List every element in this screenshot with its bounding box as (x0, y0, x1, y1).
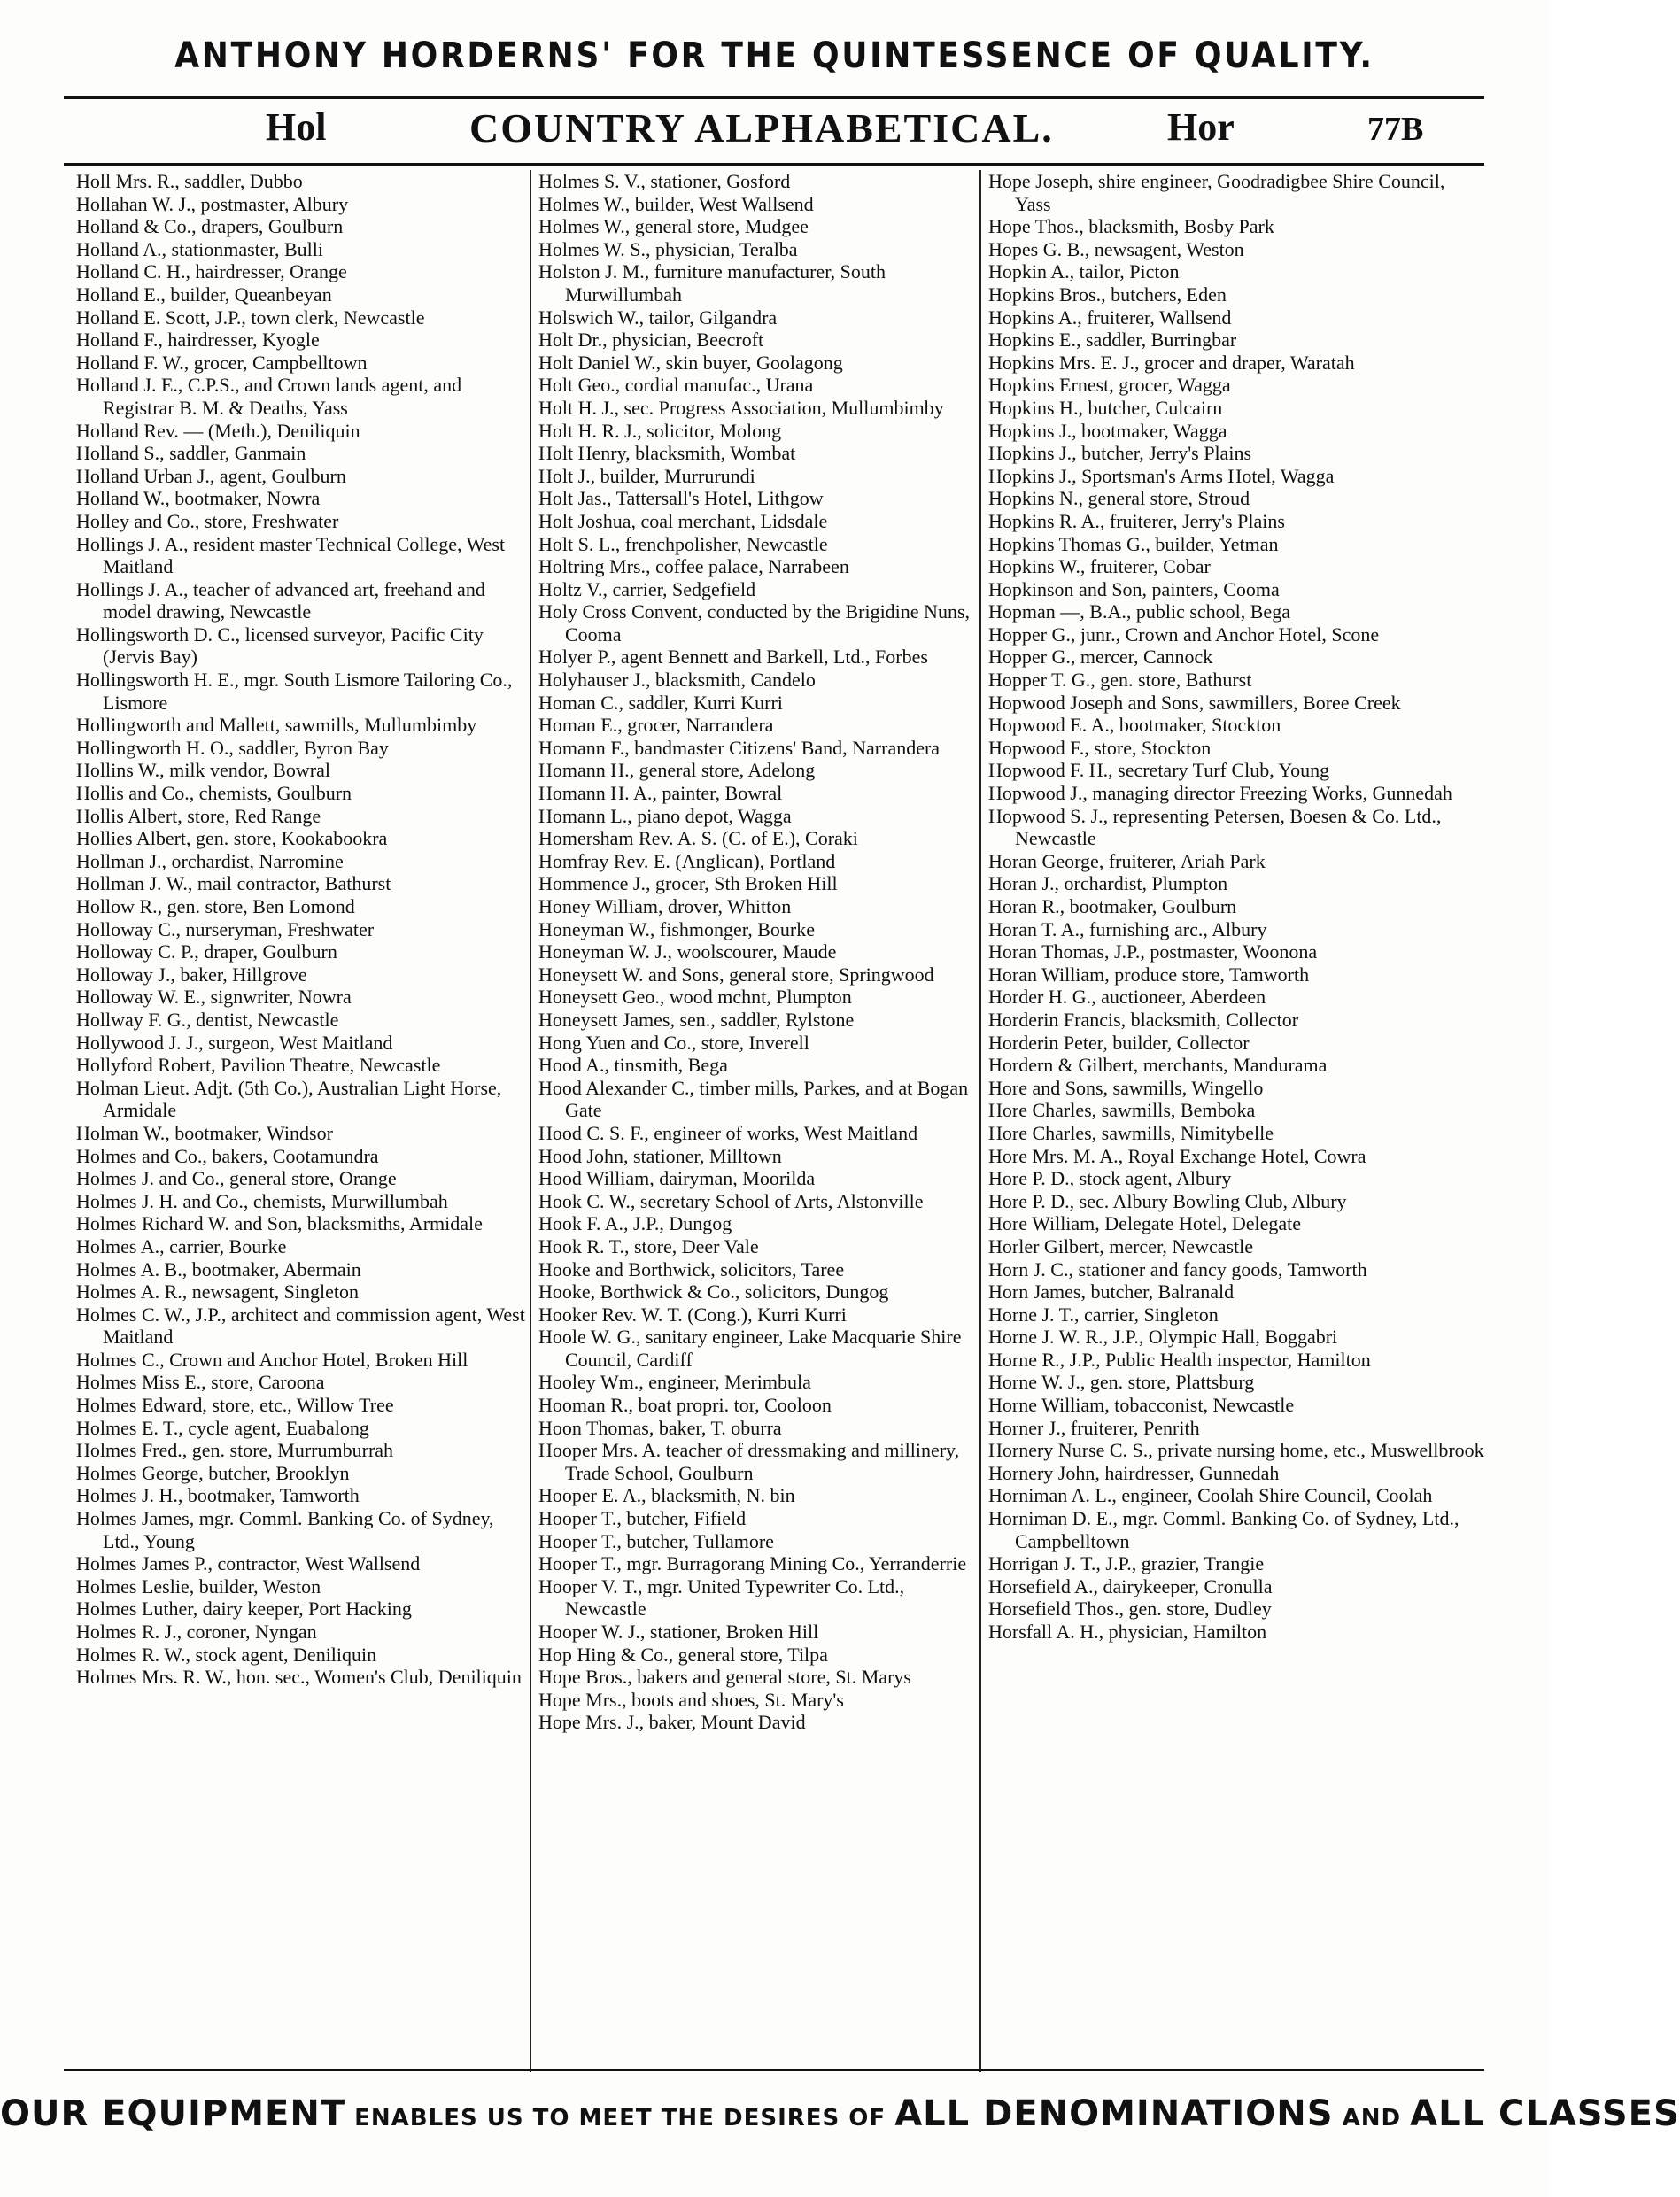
directory-entry: Holy Cross Convent, conducted by the Brigidine Nuns, Cooma (538, 600, 971, 646)
directory-entry: Hopwood S. J., representing Petersen, Boesen & Co. Ltd., Newcastle (988, 804, 1442, 850)
header-section-title: COUNTRY ALPHABETICAL. (469, 105, 1054, 151)
directory-entry: Hore and Sons, sawmills, Wingello (988, 1076, 1264, 1099)
directory-entry: Hollman J., orchardist, Narromine (76, 849, 344, 872)
directory-entry: Hong Yuen and Co., store, Inverell (538, 1031, 809, 1054)
top-rule (64, 96, 1484, 99)
directory-entry: Holland A., stationmaster, Bulli (76, 237, 323, 260)
directory-entry: Hollman J. W., mail contractor, Bathurst (76, 872, 391, 895)
directory-entry: Holland W., bootmaker, Nowra (76, 487, 321, 510)
directory-entry: Hoon Thomas, baker, T. oburra (538, 1416, 782, 1439)
directory-entry: Holmes A. R., newsagent, Singleton (76, 1280, 359, 1304)
directory-entry: Hollingsworth D. C., licensed surveyor, Pacific City (Jervis Bay) (76, 623, 484, 669)
directory-entry: Holland S., saddler, Ganmain (76, 442, 306, 465)
directory-entry: Hopkins A., fruiterer, Wallsend (988, 306, 1232, 329)
directory-entry: Holt Henry, blacksmith, Wombat (538, 442, 796, 465)
directory-entry: Holland F., hairdresser, Kyogle (76, 329, 320, 352)
directory-entry: Holmes Fred., gen. store, Murrumburrah (76, 1439, 394, 1462)
directory-entry: Hore P. D., stock agent, Albury (988, 1167, 1232, 1190)
directory-entry: Horn James, butcher, Balranald (988, 1280, 1235, 1304)
directory-entry: Holmes C. W., J.P., architect and commission agent, West Maitland (76, 1303, 525, 1349)
directory-entry: Hopkins N., general store, Stroud (988, 487, 1250, 510)
directory-entry: Hollingsworth H. E., mgr. South Lismore Tailoring Co., Lismore (76, 669, 513, 714)
directory-entry: Holt Dr., physician, Beecroft (538, 329, 764, 352)
directory-entry: Horan J., orchardist, Plumpton (988, 872, 1228, 895)
directory-entry: Hope Thos., blacksmith, Bosby Park (988, 215, 1274, 238)
bottom-banner-part-1: OUR EQUIPMENT (0, 2093, 346, 2134)
directory-entry: Holt Geo., cordial manufac., Urana (538, 374, 814, 397)
directory-entry: Hooper Mrs. A. teacher of dressmaking and millinery, Trade School, Goulburn (538, 1439, 960, 1484)
directory-entry: Holland E. Scott, J.P., town clerk, Newcastle (76, 306, 425, 329)
directory-entry: Homersham Rev. A. S. (C. of E.), Coraki (538, 827, 858, 850)
directory-entry: Holmes R. W., stock agent, Deniliquin (76, 1643, 377, 1666)
directory-entry: Hop Hing & Co., general store, Tilpa (538, 1643, 828, 1666)
directory-entry: Holt H. R. J., solicitor, Molong (538, 419, 782, 442)
directory-entry: Hommence J., grocer, Sth Broken Hill (538, 872, 838, 895)
directory-entry: Hooke, Borthwick & Co., solicitors, Dungog (538, 1280, 889, 1304)
directory-entry: Hollings J. A., resident master Technical College, West Maitland (76, 532, 506, 578)
directory-entry: Holland F. W., grocer, Campbelltown (76, 351, 368, 374)
directory-entry: Holmes S. V., stationer, Gosford (538, 170, 791, 192)
directory-entry: Hopwood F., store, Stockton (988, 736, 1212, 759)
directory-entry: Hopwood J., managing director Freezing Works, Gunnedah (988, 782, 1452, 805)
directory-entry: Horne W. J., gen. store, Plattsburg (988, 1371, 1255, 1394)
directory-entry: Hooper V. T., mgr. United Typewriter Co. Ltd., Newcastle (538, 1574, 905, 1621)
directory-entry: Hollow R., gen. store, Ben Lomond (76, 895, 355, 917)
directory-entry: Homan C., saddler, Kurri Kurri (538, 691, 783, 714)
directory-entry: Hooper W. J., stationer, Broken Hill (538, 1621, 819, 1643)
directory-entry: Honeysett Geo., wood mchnt, Plumpton (538, 986, 852, 1009)
directory-entry: Hopwood E. A., bootmaker, Stockton (988, 714, 1281, 737)
directory-column-1 (76, 170, 528, 2072)
directory-entry: Homan E., grocer, Narrandera (538, 714, 774, 737)
directory-entry: Hornery Nurse C. S., private nursing home, etc., Muswellbrook (988, 1439, 1484, 1462)
directory-entry: Hope Joseph, shire engineer, Goodradigbee Shire Council, Yass (988, 170, 1445, 215)
directory-entry: Hollis Albert, store, Red Range (76, 804, 321, 827)
directory-entry: Horne J. T., carrier, Singleton (988, 1303, 1219, 1326)
directory-entry: Hood C. S. F., engineer of works, West Maitland (538, 1121, 918, 1144)
bottom-banner-part-3: ALL DENOMINATIONS (894, 2093, 1334, 2134)
directory-entry: Holland E., builder, Queanbeyan (76, 282, 332, 306)
directory-entry: Hopkins J., Sportsman's Arms Hotel, Wagga (988, 464, 1335, 487)
directory-entry: Holmes W., general store, Mudgee (538, 215, 809, 238)
directory-entry: Hooper T., butcher, Tullamore (538, 1529, 774, 1552)
directory-entry: Horniman D. E., mgr. Comml. Banking Co. of Sydney, Ltd., Campbelltown (988, 1507, 1459, 1552)
directory-entry: Holmes A. B., bootmaker, Abermain (76, 1257, 361, 1280)
directory-entry: Horan George, fruiterer, Ariah Park (988, 849, 1266, 872)
top-advert-banner: ANTHONY HORDERNS' FOR THE QUINTESSENCE OF QUALITY. (174, 35, 1374, 76)
directory-entry: Holman Lieut. Adjt. (5th Co.), Australian Light Horse, Armidale (76, 1076, 502, 1122)
directory-entry: Holt Joshua, coal merchant, Lidsdale (538, 509, 828, 532)
directory-entry: Horan William, produce store, Tamworth (988, 963, 1310, 986)
directory-entry: Holloway J., baker, Hillgrove (76, 963, 307, 986)
directory-entry: Horan Thomas, J.P., postmaster, Woonona (988, 940, 1318, 963)
directory-entry: Honeyman W. J., woolscourer, Maude (538, 940, 837, 963)
directory-entry: Holmes E. T., cycle agent, Euabalong (76, 1416, 369, 1439)
directory-entry: Hopkin A., tailor, Picton (988, 260, 1180, 283)
directory-entry: Horn J. C., stationer and fancy goods, Tamworth (988, 1257, 1367, 1280)
header-guide-word-right: Hor (1167, 105, 1235, 149)
directory-entry: Homann L., piano depot, Wagga (538, 804, 792, 827)
directory-entry: Holland Rev. — (Meth.), Deniliquin (76, 419, 360, 442)
directory-entry: Horsefield Thos., gen. store, Dudley (988, 1597, 1272, 1621)
directory-entry: Holmes Luther, dairy keeper, Port Hacking (76, 1597, 412, 1621)
bottom-banner-part-2: ENABLES US TO MEET THE DESIRES OF (345, 2105, 895, 2131)
bottom-banner-part-4: AND (1333, 2105, 1411, 2131)
directory-entry: Hood John, stationer, Milltown (538, 1144, 782, 1167)
directory-entry: Horder H. G., auctioneer, Aberdeen (988, 986, 1266, 1009)
directory-column-2 (530, 170, 988, 2072)
directory-entry: Homann H. A., painter, Bowral (538, 782, 783, 805)
directory-entry: Hollis and Co., chemists, Goulburn (76, 782, 352, 805)
directory-entry: Hore William, Delegate Hotel, Delegate (988, 1212, 1302, 1235)
directory-entry: Hopkins H., butcher, Culcairn (988, 396, 1223, 419)
directory-entry: Hooper T., butcher, Fifield (538, 1507, 747, 1530)
directory-entry: Hollings J. A., teacher of advanced art, freehand and model drawing, Newcastle (76, 577, 485, 623)
directory-entry: Horler Gilbert, mercer, Newcastle (988, 1234, 1254, 1257)
directory-entry: Holt H. J., sec. Progress Association, Mullumbimby (538, 396, 944, 419)
directory-entry: Holmes J. and Co., general store, Orange (76, 1167, 397, 1190)
directory-columns (64, 170, 1484, 2072)
directory-entry: Holmes W., builder, West Wallsend (538, 192, 814, 215)
directory-entry: Hood A., tinsmith, Bega (538, 1054, 728, 1077)
directory-entry: Hollahan W. J., postmaster, Albury (76, 192, 349, 215)
directory-entry: Horrigan J. T., J.P., grazier, Trangie (988, 1552, 1265, 1575)
directory-entry: Holmes George, butcher, Brooklyn (76, 1461, 350, 1484)
directory-entry: Honeyman W., fishmonger, Bourke (538, 917, 815, 940)
directory-entry: Hopper T. G., gen. store, Bathurst (988, 669, 1252, 692)
directory-entry: Holloway C. P., draper, Goulburn (76, 940, 337, 963)
directory-entry: Hopkins Thomas G., builder, Yetman (988, 532, 1279, 555)
directory-entry: Hood William, dairyman, Moorilda (538, 1167, 816, 1190)
directory-entry: Holmes R. J., coroner, Nyngan (76, 1621, 317, 1643)
directory-entry: Horne William, tobacconist, Newcastle (988, 1394, 1295, 1417)
directory-entry: Holland & Co., drapers, Goulburn (76, 215, 344, 238)
directory-entry: Holmes Leslie, builder, Weston (76, 1574, 321, 1597)
directory-entry: Hore Mrs. M. A., Royal Exchange Hotel, Cowra (988, 1144, 1366, 1167)
bottom-banner-part-5: ALL CLASSES (1410, 2093, 1680, 2134)
directory-entry: Holston J. M., furniture manufacturer, South Murwillumbah (538, 260, 886, 306)
directory-entry: Holland C. H., hairdresser, Orange (76, 260, 347, 283)
directory-entry: Hopkins E., saddler, Burringbar (988, 329, 1237, 352)
bottom-rule (64, 2069, 1484, 2071)
directory-entry: Holman W., bootmaker, Windsor (76, 1121, 333, 1144)
directory-entry: Hollway F. G., dentist, Newcastle (76, 1008, 339, 1031)
directory-entry: Horderin Francis, blacksmith, Collector (988, 1008, 1299, 1031)
directory-entry: Holloway W. E., signwriter, Nowra (76, 986, 352, 1009)
directory-entry: Holmes J. H. and Co., chemists, Murwillumbah (76, 1189, 448, 1212)
bottom-advert-banner (0, 2093, 1680, 2134)
directory-entry: Hopwood F. H., secretary Turf Club, Young (988, 759, 1330, 782)
directory-entry: Hopkins J., bootmaker, Wagga (988, 419, 1227, 442)
directory-entry: Holmes Edward, store, etc., Willow Tree (76, 1394, 394, 1417)
directory-entry: Hordern & Gilbert, merchants, Mandurama (988, 1054, 1328, 1077)
directory-entry: Hollyford Robert, Pavilion Theatre, Newcastle (76, 1054, 441, 1077)
directory-entry: Hopper G., junr., Crown and Anchor Hotel, Scone (988, 623, 1380, 646)
directory-entry: Hore Charles, sawmills, Nimitybelle (988, 1121, 1274, 1144)
directory-entry: Hornery John, hairdresser, Gunnedah (988, 1461, 1280, 1484)
directory-entry: Horderin Peter, builder, Collector (988, 1031, 1250, 1054)
directory-entry: Hope Bros., bakers and general store, St. Marys (538, 1666, 911, 1689)
directory-entry: Holley and Co., store, Freshwater (76, 509, 339, 532)
directory-entry: Hooke and Borthwick, solicitors, Taree (538, 1257, 845, 1280)
directory-entry: Holswich W., tailor, Gilgandra (538, 306, 778, 329)
directory-entry: Hopkins Mrs. E. J., grocer and draper, Waratah (988, 351, 1355, 374)
header-rule (64, 163, 1484, 166)
directory-entry: Hopkins J., butcher, Jerry's Plains (988, 442, 1251, 465)
directory-entry: Hopkins R. A., fruiterer, Jerry's Plains (988, 509, 1285, 532)
directory-entry: Horne J. W. R., J.P., Olympic Hall, Boggabri (988, 1326, 1338, 1349)
directory-entry: Hopwood Joseph and Sons, sawmillers, Boree Creek (988, 691, 1401, 714)
directory-entry: Hollies Albert, gen. store, Kookabookra (76, 827, 388, 850)
directory-entry: Homann H., general store, Adelong (538, 759, 816, 782)
directory-entry: Holt Jas., Tattersall's Hotel, Lithgow (538, 487, 824, 510)
directory-entry: Hopkins Bros., butchers, Eden (988, 282, 1227, 306)
directory-entry: Hood Alexander C., timber mills, Parkes, and at Bogan Gate (538, 1076, 969, 1122)
directory-entry: Hollywood J. J., surgeon, West Maitland (76, 1031, 393, 1054)
directory-entry: Hopkins Ernest, grocer, Wagga (988, 374, 1231, 397)
directory-entry: Holmes A., carrier, Bourke (76, 1234, 287, 1257)
directory-entry: Holt Daniel W., skin buyer, Goolagong (538, 351, 843, 374)
directory-entry: Honeysett W. and Sons, general store, Springwood (538, 963, 934, 986)
directory-entry: Horan R., bootmaker, Goulburn (988, 895, 1237, 917)
directory-entry: Hooker Rev. W. T. (Cong.), Kurri Kurri (538, 1303, 847, 1326)
directory-entry: Hopkins W., fruiterer, Cobar (988, 555, 1211, 578)
directory-entry: Hopman —, B.A., public school, Bega (988, 600, 1290, 623)
directory-entry: Hollingworth and Mallett, sawmills, Mullumbimby (76, 714, 477, 737)
directory-entry: Holtring Mrs., coffee palace, Narrabeen (538, 555, 849, 578)
directory-entry: Hoole W. G., sanitary engineer, Lake Macquarie Shire Council, Cardiff (538, 1326, 962, 1371)
directory-entry: Homann F., bandmaster Citizens' Band, Narrandera (538, 736, 941, 759)
directory-entry: Holtz V., carrier, Sedgefield (538, 577, 756, 600)
directory-entry: Horsefield A., dairykeeper, Cronulla (988, 1574, 1273, 1597)
directory-entry: Hollins W., milk vendor, Bowral (76, 759, 330, 782)
directory-entry: Hore P. D., sec. Albury Bowling Club, Albury (988, 1189, 1347, 1212)
directory-entry: Holmes Miss E., store, Caroona (76, 1371, 325, 1394)
directory-column-3 (979, 170, 1484, 2072)
directory-entry: Hook F. A., J.P., Dungog (538, 1212, 732, 1235)
directory-entry: Holland J. E., C.P.S., and Crown lands agent, and Registrar B. M. & Deaths, Yass (76, 374, 462, 419)
directory-entry: Hope Mrs., boots and shoes, St. Mary's (538, 1688, 844, 1711)
header-guide-word-left: Hol (266, 105, 327, 149)
directory-entry: Holyer P., agent Bennett and Barkell, Ltd., Forbes (538, 646, 928, 669)
directory-entry: Hopkinson and Son, painters, Cooma (988, 577, 1280, 600)
directory-entry: Hollingworth H. O., saddler, Byron Bay (76, 736, 389, 759)
directory-entry: Holmes J. H., bootmaker, Tamworth (76, 1484, 360, 1507)
directory-entry: Holmes and Co., bakers, Cootamundra (76, 1144, 379, 1167)
directory-entry: Hopes G. B., newsagent, Weston (988, 237, 1244, 260)
directory-entry: Homfray Rev. E. (Anglican), Portland (538, 849, 836, 872)
directory-entry: Holland Urban J., agent, Goulburn (76, 464, 346, 487)
directory-entry: Honeysett James, sen., saddler, Rylstone (538, 1008, 855, 1031)
directory-entry: Horniman A. L., engineer, Coolah Shire Council, Coolah (988, 1484, 1433, 1507)
directory-entry: Holt S. L., frenchpolisher, Newcastle (538, 532, 828, 555)
directory-entry: Hooley Wm., engineer, Merimbula (538, 1371, 811, 1394)
directory-entry: Holyhauser J., blacksmith, Candelo (538, 669, 816, 692)
directory-entry: Holmes C., Crown and Anchor Hotel, Broken Hill (76, 1348, 468, 1371)
directory-entry: Hooper T., mgr. Burragorang Mining Co., Yerranderrie (538, 1552, 967, 1575)
directory-entry: Hore Charles, sawmills, Bemboka (988, 1099, 1256, 1122)
directory-entry: Holmes James, mgr. Comml. Banking Co. of Sydney, Ltd., Young (76, 1507, 494, 1552)
directory-entry: Holmes W. S., physician, Teralba (538, 237, 798, 260)
running-header (64, 103, 1484, 166)
directory-entry: Hooman R., boat propri. tor, Cooloon (538, 1394, 832, 1417)
directory-entry: Holloway C., nurseryman, Freshwater (76, 917, 375, 940)
directory-entry: Holt J., builder, Murrurundi (538, 464, 755, 487)
directory-entry: Holmes Mrs. R. W., hon. sec., Women's Club, Deniliquin (76, 1666, 522, 1689)
directory-entry: Horne R., J.P., Public Health inspector, Hamilton (988, 1348, 1371, 1371)
directory-entry: Hooper E. A., blacksmith, N. bin (538, 1484, 795, 1507)
directory-entry: Horsfall A. H., physician, Hamilton (988, 1621, 1267, 1643)
directory-entry: Horner J., fruiterer, Penrith (988, 1416, 1200, 1439)
directory-entry: Hopper G., mercer, Cannock (988, 646, 1213, 669)
directory-entry: Horan T. A., furnishing arc., Albury (988, 917, 1267, 940)
directory-entry: Holl Mrs. R., saddler, Dubbo (76, 170, 303, 192)
directory-entry: Holmes Richard W. and Son, blacksmiths, Armidale (76, 1212, 483, 1235)
directory-entry: Hope Mrs. J., baker, Mount David (538, 1711, 806, 1734)
page-number: 77B (1367, 111, 1424, 148)
directory-entry: Hook C. W., secretary School of Arts, Alstonville (538, 1189, 924, 1212)
directory-entry: Hook R. T., store, Deer Vale (538, 1234, 759, 1257)
directory-entry: Honey William, drover, Whitton (538, 895, 792, 917)
directory-entry: Holmes James P., contractor, West Wallsend (76, 1552, 421, 1575)
